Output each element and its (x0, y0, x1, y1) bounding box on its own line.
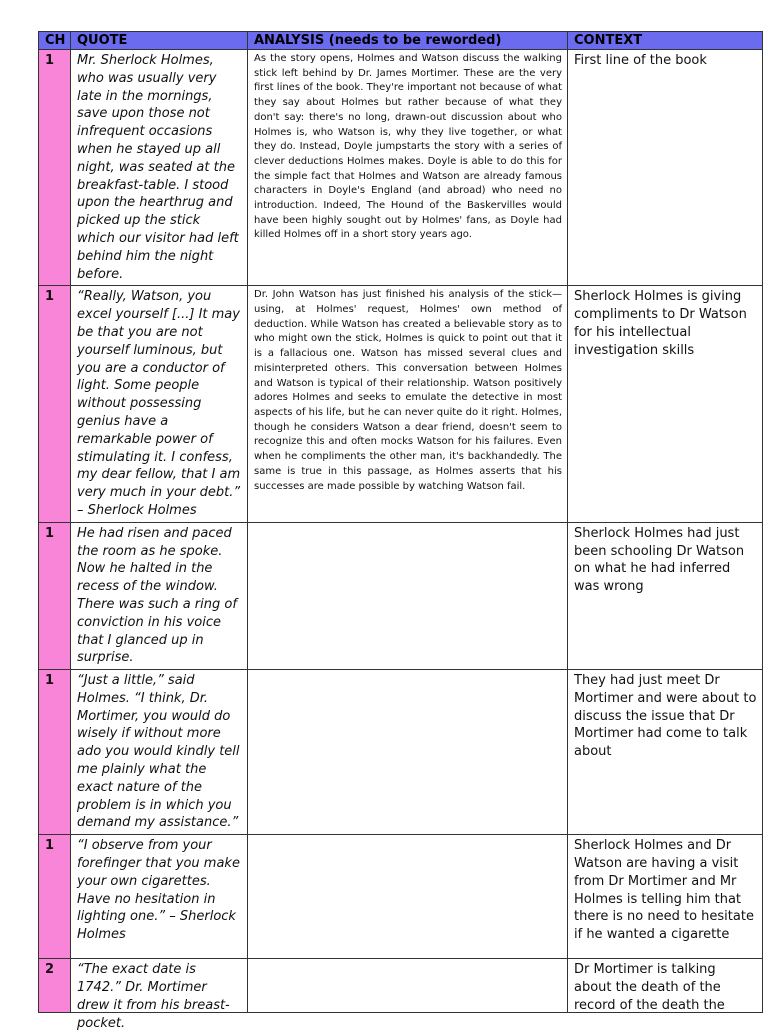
table-row (39, 522, 763, 669)
chapter-cell: 1 (39, 50, 71, 286)
header-ch: CH (39, 32, 71, 50)
analysis-cell (248, 522, 568, 669)
table-row (39, 959, 763, 1013)
quote-cell (71, 959, 248, 1031)
context-cell: First line of the book (568, 50, 763, 286)
analysis-cell (248, 835, 568, 959)
quote-cell: “Really, Watson, you excel yourself [...] It may be that you are not yourself luminous, but you are a conductor of light. Some people without possessing genius have a remarkable power of stimulating it. I confess, my dear fellow, that I am very much in your debt.” – Sherlock Holmes (71, 286, 248, 522)
context-cell: Sherlock Holmes had just been schooling Dr Watson on what he had inferred was wrong (568, 522, 763, 669)
header-row (39, 32, 763, 50)
chapter-cell: 1 (39, 670, 71, 835)
context-cell (568, 959, 763, 1013)
header-quote: QUOTE (71, 32, 248, 50)
quote-cell: He had risen and paced the room as he spoke. Now he halted in the recess of the window. There was such a ring of conviction in his voice that I glanced up in surprise. (71, 522, 248, 669)
chapter-cell: 2 (39, 959, 71, 1013)
context-cell: Sherlock Holmes is giving compliments to Dr Watson for his intellectual investigation skills (568, 286, 763, 522)
chapter-cell: 1 (39, 835, 71, 959)
quote-text: “The exact date is 1742.” Dr. Mortimer drew it from his breast-pocket. (77, 962, 230, 1031)
quotes-table (38, 31, 763, 1031)
quote-cell: “I observe from your forefinger that you make your own cigarettes. Have no hesitation in lighting one.” – Sherlock Holmes (71, 835, 248, 959)
context-text: Dr Mortimer is talking about the death of the record of the death the (574, 962, 725, 1013)
table-row (39, 50, 763, 286)
chapter-cell: 1 (39, 286, 71, 522)
quote-cell: “Just a little,” said Holmes. “I think, Dr. Mortimer, you would do wisely if without more ado you would kindly tell me plainly what the exact nature of the problem is in which you demand my assistance.” (71, 670, 248, 835)
header-context: CONTEXT (568, 32, 763, 50)
analysis-cell (248, 670, 568, 835)
table-row (39, 286, 763, 522)
context-cell: Sherlock Holmes and Dr Watson are having a visit from Dr Mortimer and Mr Holmes is telling him that there is no need to hesitate if he wanted a cigarette (568, 835, 763, 959)
analysis-cell: As the story opens, Holmes and Watson discuss the walking stick left behind by Dr. James Mortimer. These are the very first lines of the book. They're important not because of what they say about Holmes but rather because of what they don't say: there's no long, drawn-out discussion about who Holmes is, who Watson is, why they live together, or what they do. Instead, Doyle jumpstarts the story with a series of clever deductions Holmes makes. Doyle is able to do this for the simple fact that Holmes and Watson are already famous characters in Doyle's England (and abroad) who need no introduction. Indeed, The Hound of the Baskervilles would have been highly sought out by Holmes' fans, as Doyle had killed Holmes off in a short story years ago. (248, 50, 568, 286)
table-row (39, 835, 763, 959)
header-analysis: ANALYSIS (needs to be reworded) (248, 32, 568, 50)
chapter-cell: 1 (39, 522, 71, 669)
analysis-cell: Dr. John Watson has just finished his analysis of the stick—using, at Holmes' request, Holmes' own method of deduction. While Watson has created a believable story as to who might own the stick, Holmes is quick to point out that it is a fallacious one. Watson has missed several clues and misinterpreted others. This conversation between Holmes and Watson is typical of their relationship. Watson positively adores Holmes and seeks to emulate the detective in most aspects of his life, but he can never quite do it right. Holmes, though he considers Watson a dear friend, doesn't seem to recognize this and often mocks Watson for his failures. Even when he compliments the other man, it's backhandedly. The same is true in this passage, as Holmes asserts that his successes are made possible by watching Watson fail. (248, 286, 568, 522)
table-row (39, 670, 763, 835)
analysis-cell (248, 959, 568, 1013)
quote-cell: Mr. Sherlock Holmes, who was usually very late in the mornings, save upon those not infrequent occasions when he stayed up all night, was seated at the breakfast-table. I stood upon the hearthrug and picked up the stick which our visitor had left behind him the night before. (71, 50, 248, 286)
context-cell: They had just meet Dr Mortimer and were about to discuss the issue that Dr Mortimer had come to talk about (568, 670, 763, 835)
